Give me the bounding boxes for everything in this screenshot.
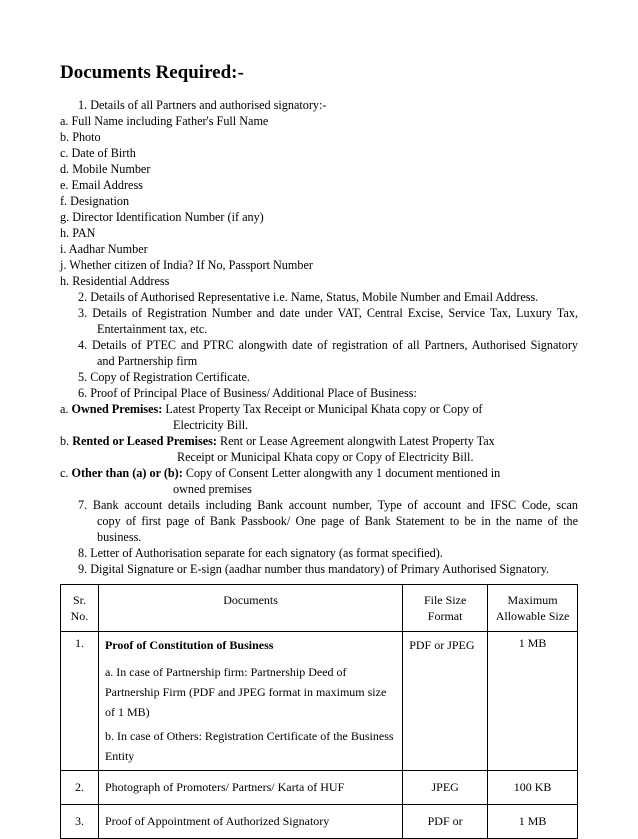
owned-prefix: a.	[60, 402, 72, 416]
owned-text: Latest Property Tax Receipt or Municipal Khata copy or Copy of	[162, 402, 483, 416]
row-partnership-text: a. In case of Partnership firm: Partnership Deed of Partnership Firm (PDF and JPEG format in maximum size of 1 MB)	[104, 665, 387, 719]
item-7-line2: copy of first page of Bank Passbook/ One page of Bank Statement to be in the name of the	[97, 514, 578, 528]
item-1: 1. Details of all Partners and authorised signatory:-	[78, 98, 327, 112]
item-6: 6. Proof of Principal Place of Business/ Additional Place of Business:	[78, 386, 417, 400]
other-text: Copy of Consent Letter alongwith any 1 document mentioned in	[182, 466, 501, 480]
item-j-citizen: j. Whether citizen of India? If No, Passport Number	[60, 258, 313, 272]
table-row	[61, 771, 578, 805]
item-h-residential: h. Residential Address	[60, 274, 170, 288]
item-7-line3: business.	[97, 530, 142, 544]
item-4-line2: and Partnership firm	[97, 354, 198, 368]
row-documents: Proof of Appointment of Authorized Signatory	[98, 805, 402, 839]
header-size: Maximum Allowable Size	[488, 585, 578, 632]
table-header-row	[61, 585, 578, 632]
item-b-photo: b. Photo	[60, 130, 101, 144]
item-a-full-name: a. Full Name including Father's Full Name	[60, 114, 269, 128]
item-3-line2: Entertainment tax, etc.	[97, 322, 208, 336]
owned-premises	[60, 402, 482, 416]
other-premises	[60, 466, 500, 480]
table-row	[61, 805, 578, 839]
other-text-line2: owned premises	[173, 482, 252, 496]
rented-text: Rent or Lease Agreement alongwith Latest Property Tax	[216, 434, 495, 448]
item-4-line1: 4. Details of PTEC and PTRC alongwith date of registration of all Partners, Authorised Signatory	[78, 338, 578, 352]
item-8: 8. Letter of Authorisation separate for each signatory (as format specified).	[78, 546, 443, 560]
row-others-text: b. In case of Others: Registration Certificate of the Business Entity	[104, 729, 394, 763]
item-g-din: g. Director Identification Number (if any)	[60, 210, 264, 224]
row-size: 1 MB	[488, 805, 578, 839]
header-sr: Sr. No.	[61, 585, 99, 632]
table-row	[61, 632, 578, 771]
row-documents: Photograph of Promoters/ Partners/ Karta of HUF	[98, 771, 402, 805]
item-i-aadhar: i. Aadhar Number	[60, 242, 148, 256]
documents-table	[60, 584, 578, 839]
other-label: Other than (a) or (b):	[71, 466, 183, 480]
owned-label: Owned Premises:	[71, 402, 163, 416]
item-7-line1: 7. Bank account details including Bank account number, Type of account and IFSC Code, scan	[78, 498, 578, 512]
item-e-email: e. Email Address	[60, 178, 143, 192]
page-title: Documents Required:-	[60, 62, 244, 83]
owned-text-line2: Electricity Bill.	[173, 418, 249, 432]
item-3-line1: 3. Details of Registration Number and date under VAT, Central Excise, Service Tax, Luxury Tax,	[78, 306, 578, 320]
rented-prefix: b.	[60, 434, 73, 448]
item-c-dob: c. Date of Birth	[60, 146, 136, 160]
row-sr: 1.	[61, 632, 99, 771]
item-5: 5. Copy of Registration Certificate.	[78, 370, 250, 384]
item-d-mobile: d. Mobile Number	[60, 162, 151, 176]
item-2: 2. Details of Authorised Representative i.e. Name, Status, Mobile Number and Email Address.	[78, 290, 539, 304]
item-h-pan: h. PAN	[60, 226, 96, 240]
header-format: File Size Format	[403, 585, 488, 632]
other-prefix: c.	[60, 466, 72, 480]
row-sr: 3.	[61, 805, 99, 839]
row-documents	[98, 632, 402, 771]
item-f-designation: f. Designation	[60, 194, 130, 208]
rented-text-line2: Receipt or Municipal Khata copy or Copy of Electricity Bill.	[177, 450, 474, 464]
row-size: 1 MB	[488, 632, 578, 771]
row-format: JPEG	[403, 771, 488, 805]
row-sr: 2.	[61, 771, 99, 805]
item-9: 9. Digital Signature or E-sign (aadhar number thus mandatory) of Primary Authorised Signatory.	[78, 562, 550, 576]
row-format: PDF or	[403, 805, 488, 839]
row-size: 100 KB	[488, 771, 578, 805]
rented-premises	[60, 434, 495, 448]
header-documents: Documents	[98, 585, 402, 632]
row-title: Proof of Constitution of Business	[104, 638, 274, 652]
row-format: PDF or JPEG	[403, 632, 488, 771]
rented-label: Rented or Leased Premises:	[72, 434, 217, 448]
